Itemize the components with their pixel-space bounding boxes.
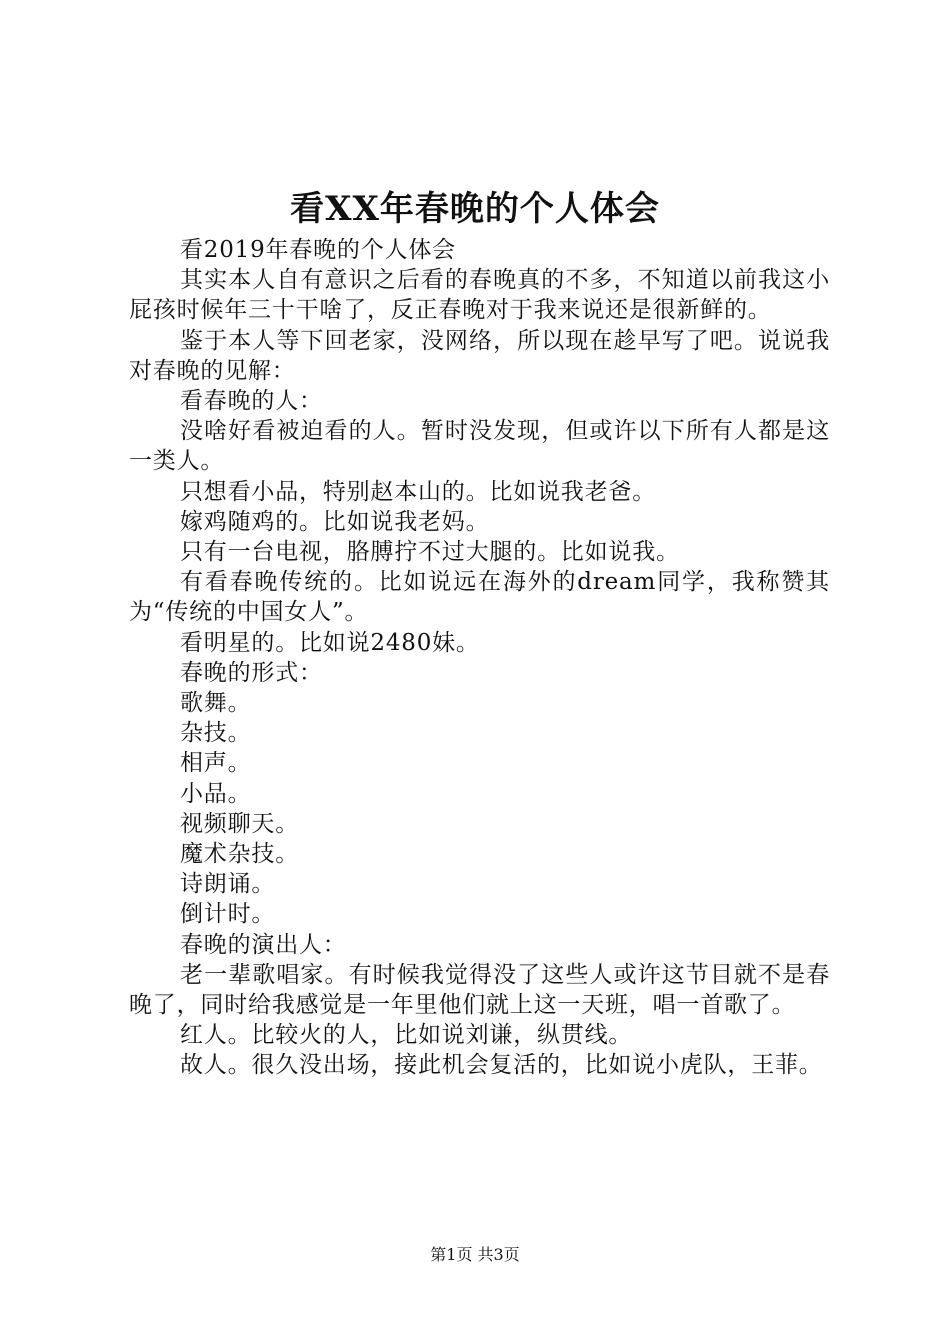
paragraph: 鉴于本人等下回老家，没网络，所以现在趁早写了吧。说说我对春晚的见解： xyxy=(129,327,830,384)
paragraph: 嫁鸡随鸡的。比如说我老妈。 xyxy=(180,508,490,535)
paragraph: 红人。比较火的人，比如说刘谦，纵贯线。 xyxy=(180,1022,633,1049)
paragraph: 故人。很久没出场，接此机会复活的，比如说小虎队，王菲。 xyxy=(180,1052,823,1079)
paragraph: 相声。 xyxy=(180,750,252,777)
paragraph: 老一辈歌唱家。有时候我觉得没了这些人或许这节目就不是春晚了，同时给我感觉是一年里他们就上这一天班，唱一首歌了。 xyxy=(129,961,830,1019)
paragraph: 诗朗诵。 xyxy=(180,871,276,898)
paragraph: 其实本人自有意识之后看的春晚真的不多，不知道以前我这小屁孩时候年三十干啥了，反正春晚对于我来说还是很新鲜的。 xyxy=(129,267,830,324)
paragraph: 有看春晚传统的。比如说远在海外的dream同学，我称赞其为“传统的中国女人”。 xyxy=(129,569,830,626)
paragraph: 没啥好看被迫看的人。暂时没发现，但或许以下所有人都是这一类人。 xyxy=(129,418,830,475)
paragraph: 春晚的演出人： xyxy=(180,931,347,958)
paragraph: 看2019年春晚的个人体会 xyxy=(180,237,456,263)
paragraph: 视频聊天。 xyxy=(180,810,299,837)
paragraph: 看明星的。比如说2480妹。 xyxy=(180,629,480,656)
paragraph: 倒计时。 xyxy=(180,901,276,928)
document-body xyxy=(129,235,830,1081)
document-title: 看XX年春晚的个人体会 xyxy=(290,189,660,229)
paragraph: 小品。 xyxy=(180,780,252,807)
page-number-footer: 第1页 共3页 xyxy=(430,1245,520,1264)
paragraph: 春晚的形式： xyxy=(180,659,323,686)
paragraph: 只有一台电视，胳膊拧不过大腿的。比如说我。 xyxy=(180,539,680,566)
paragraph: 只想看小品，特别赵本山的。比如说我老爸。 xyxy=(180,478,656,505)
paragraph: 魔术杂技。 xyxy=(180,841,299,868)
paragraph: 歌舞。 xyxy=(180,690,252,717)
paragraph: 看春晚的人： xyxy=(180,388,323,415)
paragraph: 杂技。 xyxy=(180,720,252,747)
